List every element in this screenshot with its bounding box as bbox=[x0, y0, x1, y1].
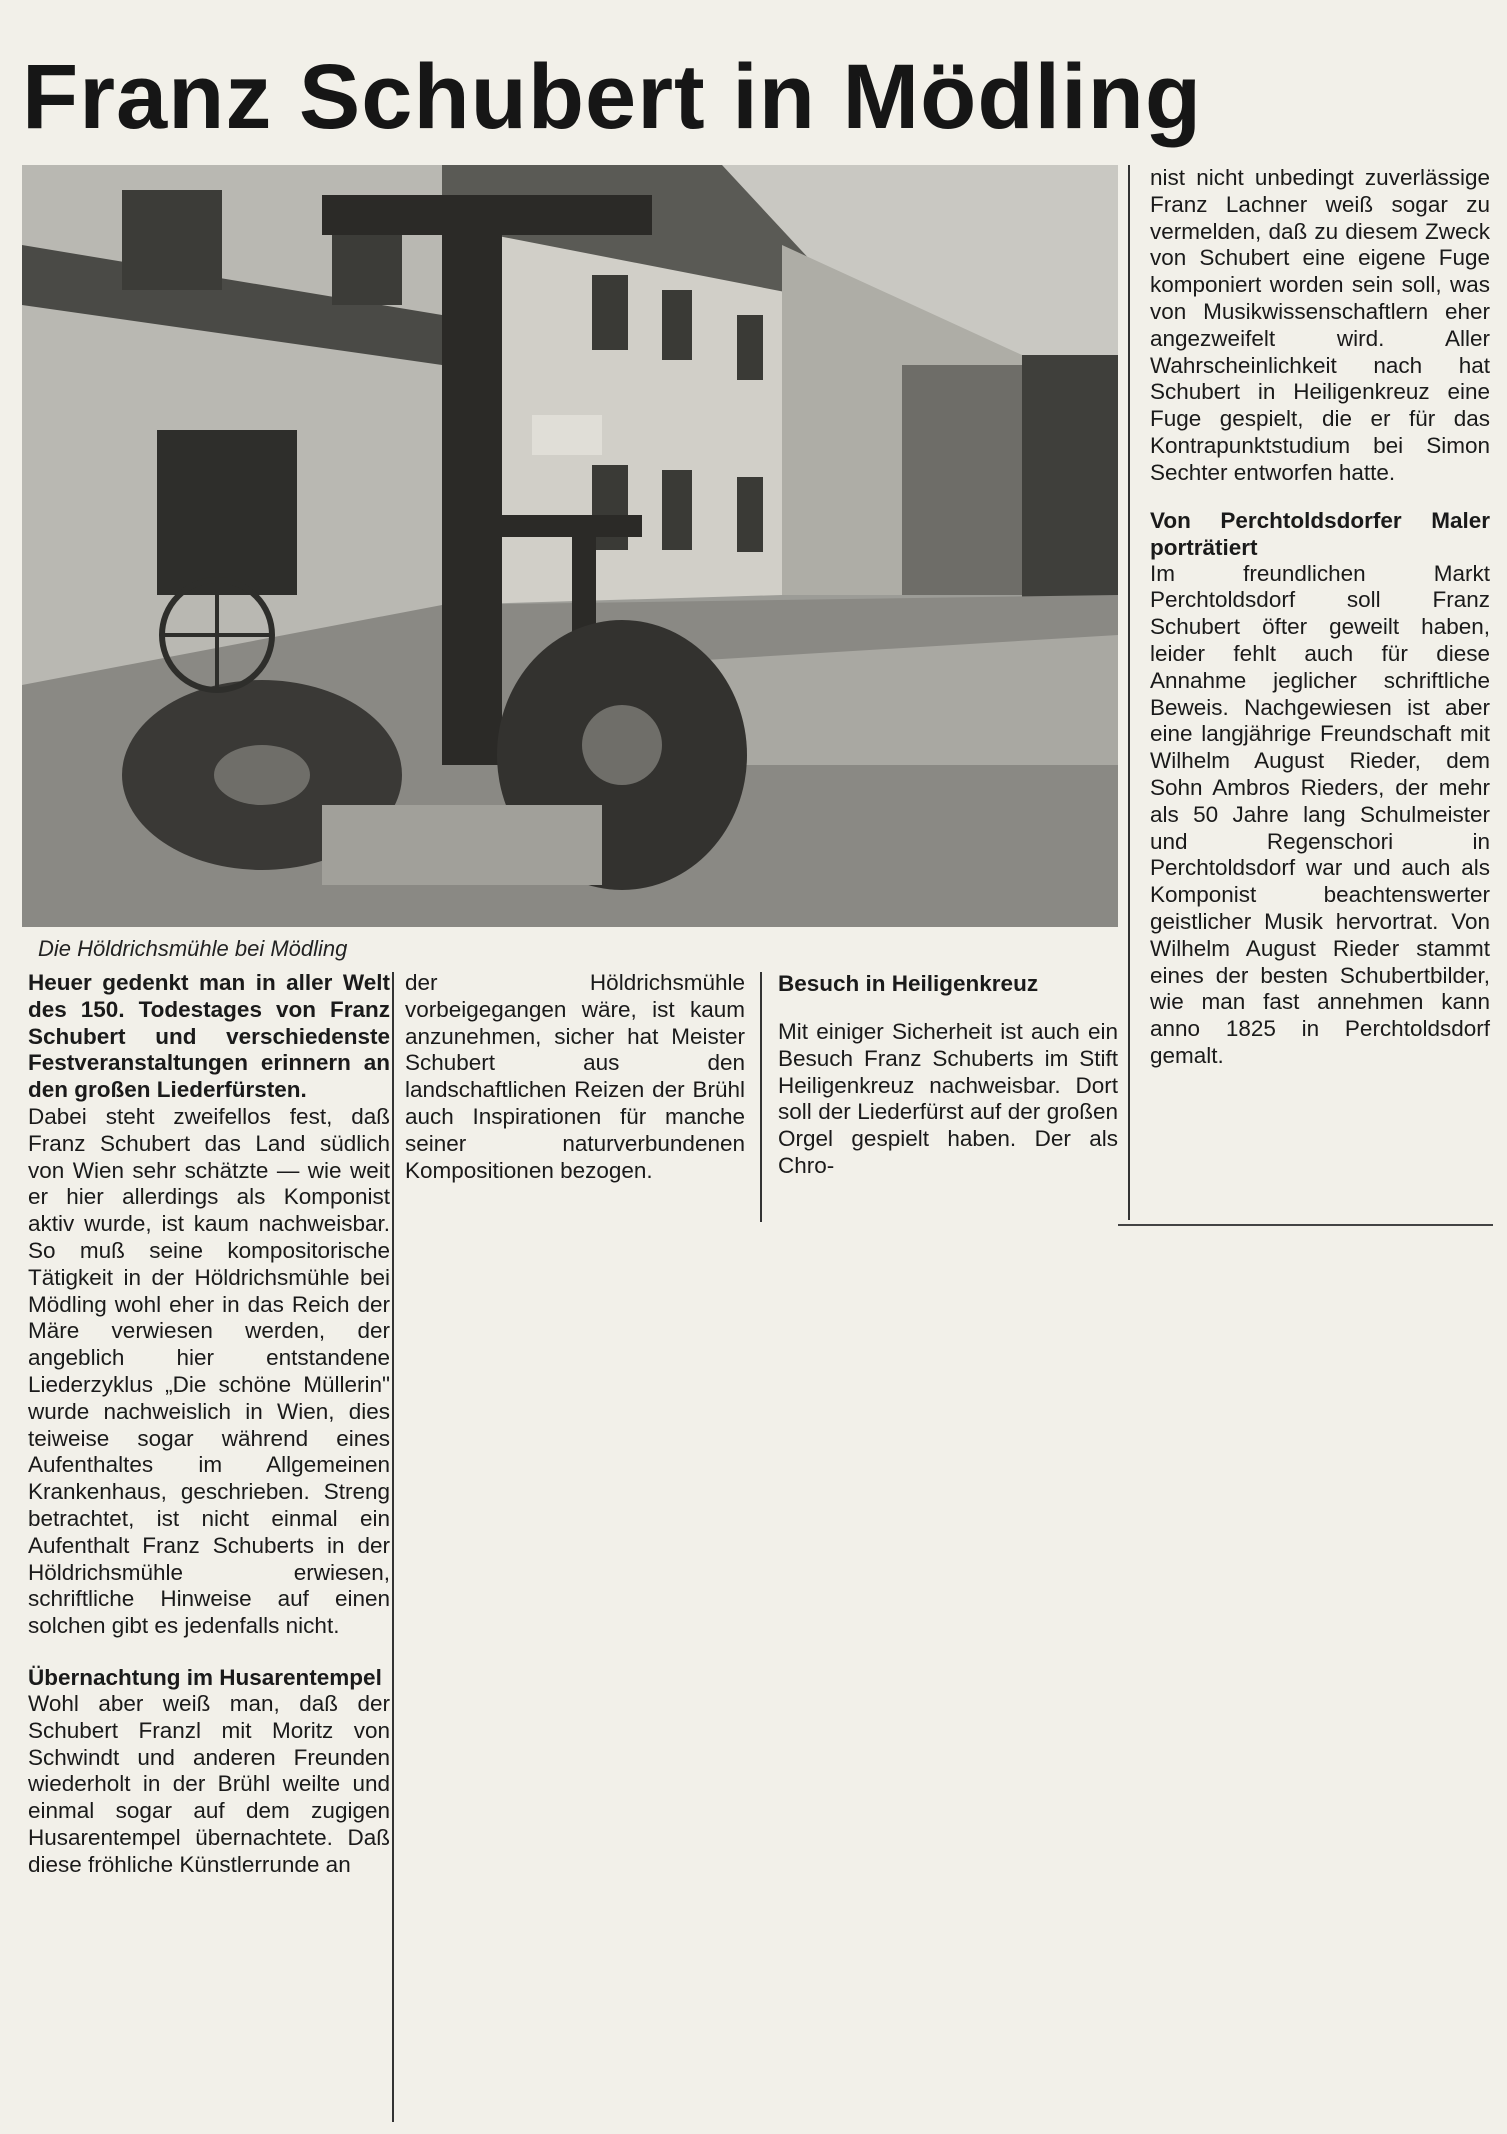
column-rule-1 bbox=[392, 972, 394, 2122]
photo-caption: Die Höldrichsmühle bei Mödling bbox=[38, 936, 348, 961]
body-paragraph-2: Wohl aber weiß man, daß der Schubert Franzl mit Moritz von Schwindt und anderen Freunden wiederholt in der Brühl weilte und einmal sogar auf dem zugigen Husarentempel übernachtete. Daß diese fröhliche Künstlerrunde an bbox=[28, 1690, 390, 1877]
column-1 bbox=[28, 970, 390, 1879]
column-4 bbox=[1150, 165, 1490, 1070]
lead-paragraph: Heuer gedenkt man in aller Welt des 150. Todestages von Franz Schubert und verschiedenste Festveranstaltungen erinnern an den großen Liederfürsten. bbox=[28, 970, 390, 1103]
column-3 bbox=[778, 970, 1118, 1180]
column-2 bbox=[405, 970, 745, 1184]
body-paragraph-6: Im freundlichen Markt Perchtoldsdorf soll Franz Schubert öfter geweilt haben, leider fehlt auch für diese Annahme jeglicher schriftliche Beweis. Nachgewiesen ist aber eine langjährige Freundschaft mit Wilhelm August Rieder, dem Sohn Ambros Rieders, der mehr als 50 Jahre lang Schulmeister und Regenschori in Perchtoldsdorf war und auch als Komponist beachtenswerter geistlicher Musik hervortrat. Von Wilhelm August Rieder stammt eines der besten Schubertbilder, wie man fast annehmen kann anno 1825 in Perchtoldsdorf gemalt. bbox=[1150, 560, 1490, 1068]
body-paragraph-5: nist nicht unbedingt zuverlässige Franz Lachner weiß sogar zu vermelden, daß zu diesem Zweck von Schubert eine eigene Fuge komponiert worden sein soll, was von Musikwissenschaftlern eher angezweifelt wird. Aller Wahrscheinlichkeit nach hat Schubert in Heiligenkreuz eine Fuge gespielt, die er für das Kontrapunktstudium bei Simon Sechter entworfen hatte. bbox=[1150, 165, 1490, 485]
headline: Franz Schubert in Mödling bbox=[22, 46, 1203, 148]
body-paragraph-4: Mit einiger Sicherheit ist auch ein Besuch Franz Schuberts im Stift Heiligenkreuz nachweisbar. Dort soll der Liederfürst auf der großen Orgel gespielt haben. Der als Chro- bbox=[778, 1019, 1118, 1178]
body-paragraph-1: Dabei steht zweifellos fest, daß Franz Schubert das Land südlich von Wien sehr schätzte — wie weit er hier allerdings als Komponist aktiv wurde, ist kaum nachweisbar. So muß seine kompositorische Tätigkeit in der Höldrichsmühle bei Mödling wohl eher in das Reich der Märe verwiesen werden, der angeblich hier entstandene Liederzyklus „Die schöne Müllerin" wurde nachweislich in Wien, dies teiweise sogar während eines Aufenthaltes im Allgemeinen Krankenhaus, geschrieben. Streng betrachtet, ist nicht einmal ein Aufenthalt Franz Schuberts in der Höldrichsmühle erwiesen, schriftliche Hinweise auf einen solchen gibt es jedenfalls nicht. bbox=[28, 1103, 390, 1639]
photo-hoeldrichsmuehle bbox=[22, 165, 1118, 927]
end-rule bbox=[1118, 1224, 1493, 1226]
subhead-heiligenkreuz: Besuch in Heiligenkreuz bbox=[778, 971, 1039, 996]
subhead-uebernachtung: Übernachtung im Husarentempel bbox=[28, 1664, 382, 1690]
subhead-perchtoldsdorf: Von Perchtoldsdorfer Maler porträtiert bbox=[1150, 507, 1490, 560]
column-rule-3 bbox=[1128, 165, 1130, 1220]
column-rule-2 bbox=[760, 972, 762, 1222]
body-paragraph-3: der Höldrichsmühle vorbeigegangen wäre, ist kaum anzunehmen, sicher hat Meister Schubert aus den landschaftlichen Reizen der Brühl auch Inspirationen für manche seiner naturverbundenen Kompositionen bezogen. bbox=[405, 970, 745, 1183]
